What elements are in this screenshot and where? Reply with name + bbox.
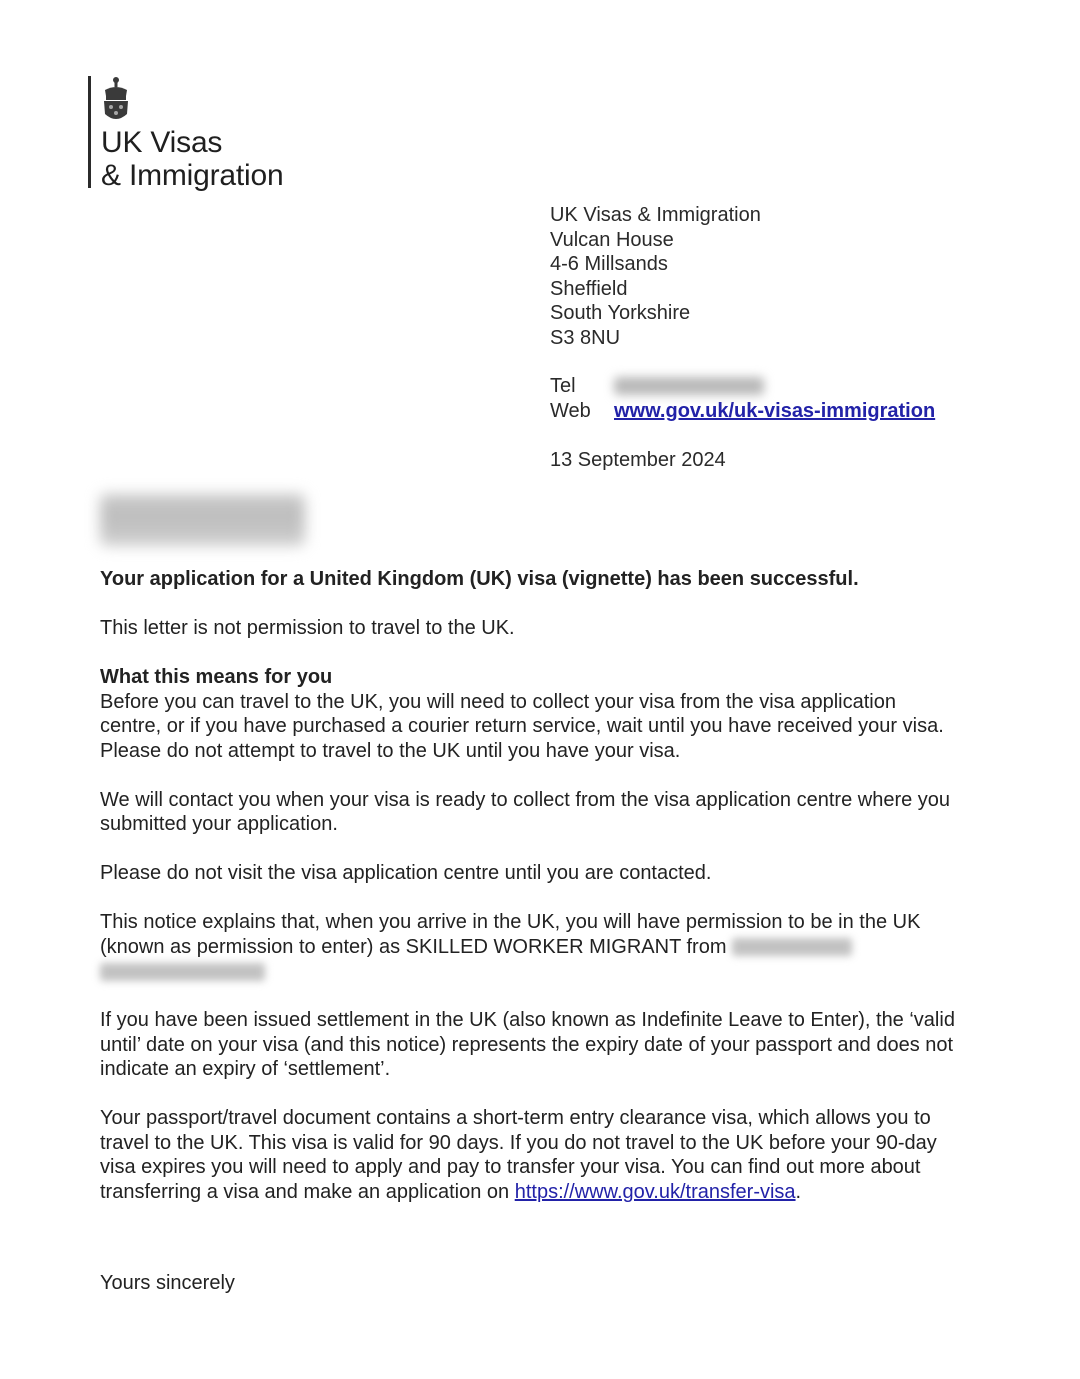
website-link[interactable]: www.gov.uk/uk-visas-immigration bbox=[614, 399, 936, 422]
paragraph-collect-visa: Before you can travel to the UK, you will need to collect your visa from the visa application centre, or if you have purchased a courier return service, wait until you have received your visa. Please do not attempt to travel to the UK until you have your visa. bbox=[100, 690, 944, 762]
paragraph-do-not-visit: Please do not visit the visa application centre until you are contacted. bbox=[100, 862, 712, 884]
royal-crest-icon bbox=[100, 76, 132, 126]
paragraph-permission bbox=[100, 910, 960, 984]
address-line: Sheffield bbox=[550, 277, 628, 300]
logo-line-2: & Immigration bbox=[101, 159, 284, 192]
address-line: 4-6 Millsands bbox=[550, 253, 668, 275]
sign-off: Yours sincerely bbox=[100, 1272, 235, 1294]
logo-line-1: UK Visas bbox=[101, 126, 223, 159]
web-row bbox=[550, 399, 935, 424]
letter-body bbox=[100, 567, 960, 1229]
transfer-period: . bbox=[795, 1180, 802, 1203]
letter-date: 13 September 2024 bbox=[550, 449, 726, 471]
address-line: South Yorkshire bbox=[550, 302, 691, 324]
paragraph-transfer bbox=[100, 1106, 960, 1204]
web-label: Web bbox=[550, 399, 591, 422]
logo-wordmark bbox=[101, 126, 283, 192]
headline: Your application for a United Kingdom (UK) visa (vignette) has been successful. bbox=[100, 568, 859, 590]
sender-address bbox=[550, 203, 761, 350]
redacted-end-date bbox=[100, 963, 265, 981]
address-line: Vulcan House bbox=[550, 228, 674, 251]
redacted-recipient-address bbox=[100, 494, 305, 546]
permission-text: This notice explains that, when you arrive in the UK, you will have permission to be in the UK (known as permission to enter) as SKILLED WORKER MIGRANT from bbox=[100, 911, 921, 958]
transfer-text: Your passport/travel document contains a short-term entry clearance visa, which allows you to travel to the UK. This visa is valid for 90 days. If you do not travel to the UK before your 90-day visa expires you will need to apply and pay to transfer your visa. You can find out more about transferring a visa and make an application on bbox=[100, 1107, 937, 1203]
section-heading: What this means for you bbox=[100, 666, 333, 688]
address-line: S3 8NU bbox=[550, 326, 621, 349]
tel-row bbox=[550, 374, 935, 399]
redacted-phone bbox=[614, 377, 764, 395]
tel-label: Tel bbox=[550, 375, 576, 397]
transfer-visa-link[interactable]: https://www.gov.uk/transfer-visa bbox=[514, 1180, 796, 1203]
not-permission-notice: This letter is not permission to travel to the UK. bbox=[100, 617, 515, 639]
paragraph-settlement: If you have been issued settlement in the UK (also known as Indefinite Leave to Enter), the ‘valid until’ date on your visa (and this notice) represents the expiry date of your passport and does not indicate an expiry of ‘settlement’. bbox=[100, 1009, 955, 1080]
redacted-start-date bbox=[732, 938, 852, 956]
address-line: UK Visas & Immigration bbox=[550, 204, 761, 226]
contact-block bbox=[550, 374, 935, 423]
logo-divider bbox=[88, 76, 91, 188]
paragraph-contact: We will contact you when your visa is ready to collect from the visa application centre where you submitted your application. bbox=[100, 788, 951, 835]
